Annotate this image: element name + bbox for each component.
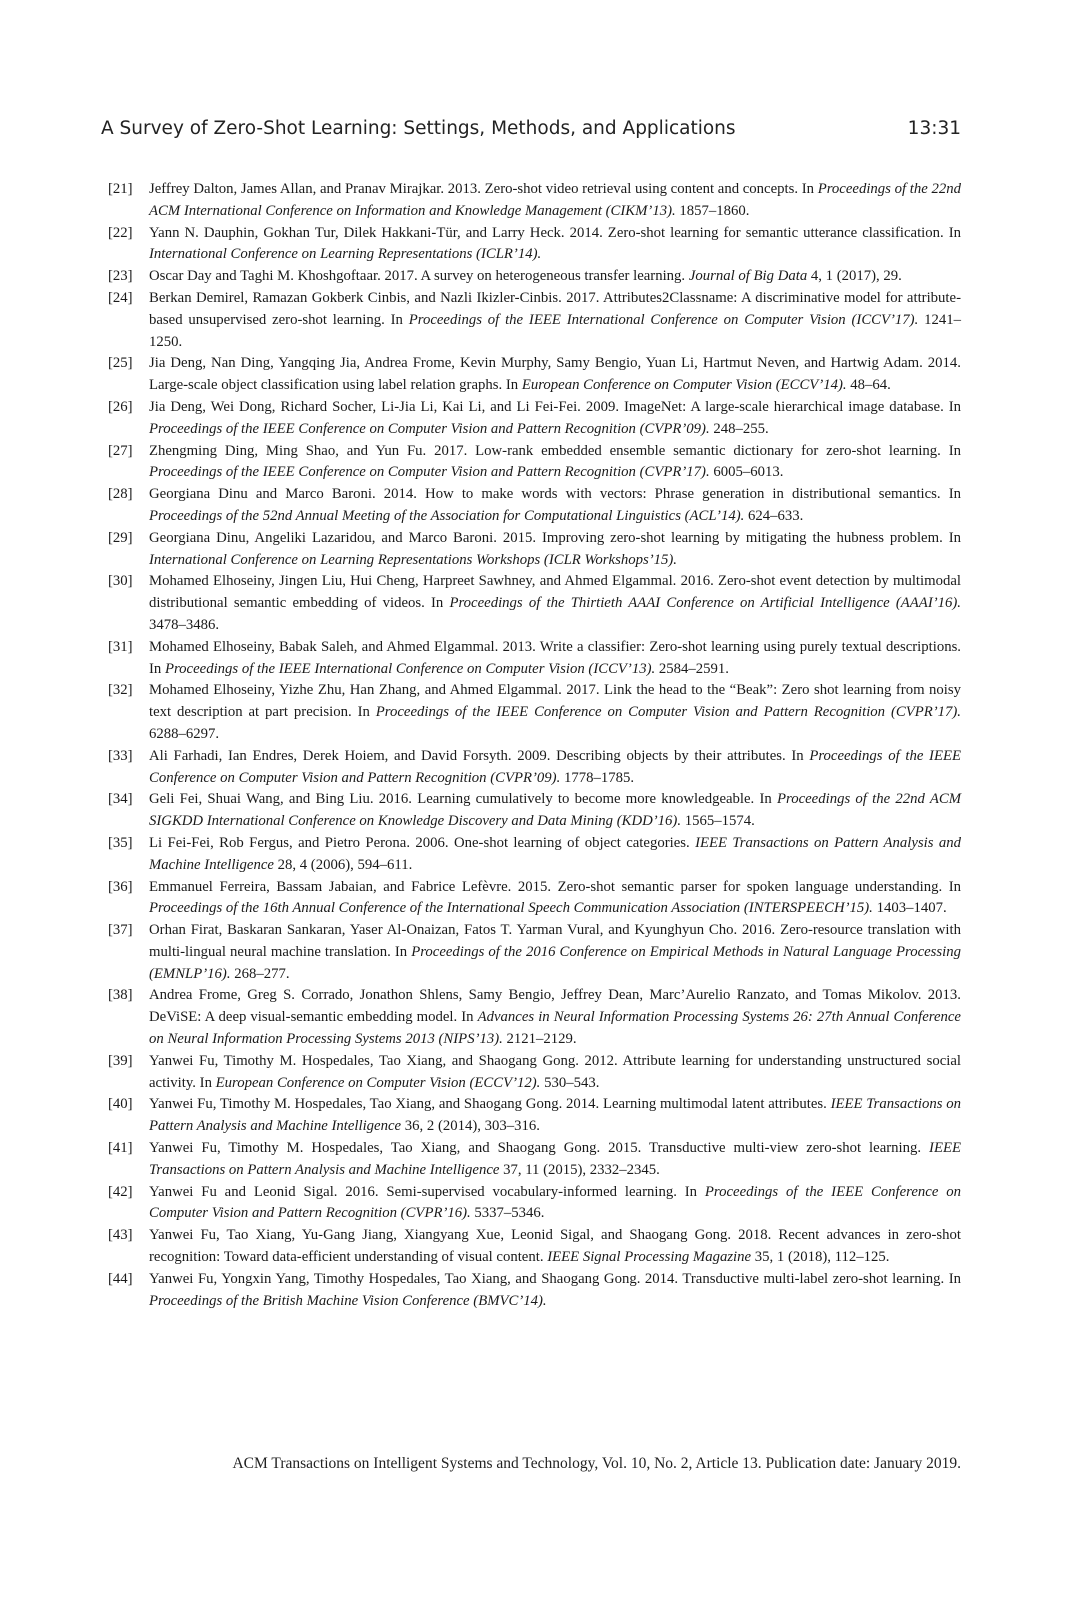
reference-text [149,288,961,353]
reference-segment: Mohamed Elhoseiny, Babak Saleh, and Ahmed Elgammal. 2013. Write a classifier: Zero-shot learning using purely textual descriptions. In [149,638,961,677]
reference-venue: International Conference on Learning Representations Workshops (ICLR Workshops’15). [149,551,677,568]
reference-segment: 1403–1407. [872,900,947,917]
reference-entry [108,680,961,745]
reference-segment: 28, 4 (2006), 594–611. [273,856,413,873]
reference-venue: Advances in Neural Information Processing Systems 26: 27th Annual Conference on Neural Information Processing Systems 2013 (NIPS’13). [149,1009,961,1048]
reference-number: [34] [108,791,133,808]
reference-venue: Proceedings of the Thirtieth AAAI Conference on Artificial Intelligence (AAAI’16). [449,595,961,612]
reference-number: [24] [108,289,133,306]
reference-segment: 1241–1250. [149,311,961,350]
reference-entry [108,833,961,877]
reference-segment: Jia Deng, Wei Dong, Richard Socher, Li-Jia Li, Kai Li, and Li Fei-Fei. 2009. ImageNet: A large-scale hierarchical image database. In [149,398,961,415]
reference-venue: Proceedings of the IEEE Conference on Computer Vision and Pattern Recognition (CVPR’09). [149,420,710,437]
reference-segment: 5337–5346. [470,1205,545,1222]
reference-segment: Jia Deng, Nan Ding, Yangqing Jia, Andrea Frome, Kevin Murphy, Samy Bengio, Yuan Li, Hartmut Neven, and Hartwig Adam. 2014. Large-scale object classification using label relation graphs. In [149,355,961,394]
reference-segment: Georgiana Dinu, Angeliki Lazaridou, and Marco Baroni. 2015. Improving zero-shot learning by mitigating the hubness problem. In [149,529,961,546]
reference-entry [108,1225,961,1269]
reference-entry [108,571,961,636]
reference-venue: Proceedings of the IEEE Conference on Computer Vision and Pattern Recognition (CVPR’16). [149,1183,961,1222]
reference-segment: 37, 11 (2015), 2332–2345. [499,1161,660,1178]
reference-segment: 35, 1 (2018), 112–125. [751,1249,890,1266]
reference-number: [38] [108,987,133,1004]
reference-text [149,397,961,441]
reference-entry [108,266,961,288]
reference-segment: 2584–2591. [655,660,729,677]
reference-segment: Yanwei Fu, Timothy M. Hospedales, Tao Xiang, and Shaogang Gong. 2012. Attribute learning for understanding unstructured social activity. In [149,1052,961,1091]
reference-number: [29] [108,529,133,546]
reference-segment: Yanwei Fu, Tao Xiang, Yu-Gang Jiang, Xiangyang Xue, Leonid Sigal, and Shaogang Gong. 2018. Recent advances in zero-shot recognition: Toward data-efficient understanding of visual content. [149,1227,961,1266]
reference-segment: Berkan Demirel, Ramazan Gokberk Cinbis, and Nazli Ikizler-Cinbis. 2017. Attributes2Classname: A discriminative model for attribute-based unsupervised zero-shot learning. In [149,289,961,328]
reference-segment: Yanwei Fu, Yongxin Yang, Timothy Hospedales, Tao Xiang, and Shaogang Gong. 2014. Transductive multi-label zero-shot learning. In [149,1270,961,1287]
reference-segment: 6005–6013. [709,464,784,481]
running-head [101,118,961,139]
reference-number: [43] [108,1227,133,1244]
reference-venue: Proceedings of the 52nd Annual Meeting of the Association for Computational Linguistics (ACL’14). [149,507,745,524]
reference-number: [28] [108,486,133,503]
reference-venue: Proceedings of the IEEE Conference on Computer Vision and Pattern Recognition (CVPR’17). [149,464,710,481]
reference-venue: Proceedings of the IEEE Conference on Computer Vision and Pattern Recognition (CVPR’17). [375,704,961,721]
reference-segment: Yanwei Fu, Timothy M. Hospedales, Tao Xiang, and Shaogang Gong. 2014. Learning multimodal latent attributes. [149,1096,831,1113]
reference-entry [108,1182,961,1226]
reference-text [149,223,961,267]
reference-segment: Yanwei Fu, Timothy M. Hospedales, Tao Xiang, and Shaogang Gong. 2015. Transductive multi-view zero-shot learning. [149,1140,930,1157]
reference-segment: 530–543. [540,1074,600,1091]
reference-segment: Geli Fei, Shuai Wang, and Bing Liu. 2016. Learning cumulatively to become more knowledgeable. In [149,791,778,808]
reference-text [149,985,961,1050]
reference-text [149,1225,961,1269]
reference-venue: Proceedings of the 22nd ACM SIGKDD International Conference on Knowledge Discovery and Data Mining (KDD’16). [149,791,961,830]
reference-segment: Oscar Day and Taghi M. Khoshgoftaar. 2017. A survey on heterogeneous transfer learning. [149,268,689,285]
reference-number: [25] [108,355,133,372]
reference-entry [108,441,961,485]
reference-venue: Proceedings of the 16th Annual Conference of the International Speech Communication Association (INTERSPEECH’15). [149,900,873,917]
reference-entry [108,637,961,681]
reference-number: [21] [108,181,133,197]
reference-segment: 1778–1785. [560,769,635,786]
reference-venue: European Conference on Computer Vision (ECCV’12). [215,1074,541,1091]
reference-segment: Yann N. Dauphin, Gokhan Tur, Dilek Hakkani-Tür, and Larry Heck. 2014. Zero-shot learning for semantic utterance classification. In [149,224,961,241]
reference-text [149,353,961,397]
reference-number: [41] [108,1140,133,1157]
reference-number: [36] [108,878,133,895]
reference-segment: Zhengming Ding, Ming Shao, and Yun Fu. 2017. Low-rank embedded ensemble semantic dictionary for zero-shot learning. In [149,442,961,459]
reference-venue: IEEE Transactions on Pattern Analysis and Machine Intelligence [149,1096,961,1135]
reference-segment: 36, 2 (2014), 303–316. [401,1118,540,1135]
reference-text [149,1094,961,1138]
paper-title: A Survey of Zero-Shot Learning: Settings, Methods, and Applications [101,118,736,139]
journal-footer: ACM Transactions on Intelligent Systems and Technology, Vol. 10, No. 2, Article 13. Publication date: January 2019. [232,1455,961,1472]
reference-venue: Journal of Big Data [688,268,808,285]
reference-segment: 624–633. [744,507,804,524]
reference-venue: Proceedings of the IEEE International Conference on Computer Vision (ICCV’17). [408,311,919,328]
reference-entry [108,789,961,833]
reference-text [149,877,961,921]
page-number: 13:31 [907,118,961,139]
reference-entry [108,877,961,921]
reference-text [149,1269,961,1313]
reference-segment: Jeffrey Dalton, James Allan, and Pranav Mirajkar. 2013. Zero-shot video retrieval using content and concepts. In [149,181,818,197]
reference-entry [108,1094,961,1138]
reference-entry [108,1051,961,1095]
reference-number: [32] [108,682,133,699]
reference-text [149,1182,961,1226]
reference-segment: Andrea Frome, Greg S. Corrado, Jonathon Shlens, Samy Bengio, Jeffrey Dean, Marc’Aurelio Ranzato, and Tomas Mikolov. 2013. DeViSE: A deep visual-semantic embedding model. In [149,987,961,1026]
reference-text [149,637,961,681]
reference-segment: Emmanuel Ferreira, Bassam Jabaian, and Fabrice Lefèvre. 2015. Zero-shot semantic parser for spoken language understanding. In [149,878,961,895]
reference-segment: Mohamed Elhoseiny, Jingen Liu, Hui Cheng, Harpreet Sawhney, and Ahmed Elgammal. 2016. Zero-shot event detection by multimodal distributional semantic embedding of videos. In [149,573,961,612]
reference-number: [30] [108,573,133,590]
reference-segment: Mohamed Elhoseiny, Yizhe Zhu, Han Zhang, and Ahmed Elgammal. 2017. Link the head to the “Beak”: Zero shot learning from noisy text description at part precision. In [149,682,961,721]
reference-text [149,179,961,223]
reference-venue: Proceedings of the British Machine Vision Conference (BMVC’14). [149,1292,547,1309]
reference-segment: 1857–1860. [675,202,750,219]
reference-text [149,571,961,636]
reference-segment: 268–277. [230,965,290,982]
reference-segment: 2121–2129. [502,1031,577,1048]
reference-number: [33] [108,747,133,764]
reference-text [149,441,961,485]
reference-text [149,789,961,833]
reference-segment: Georgiana Dinu and Marco Baroni. 2014. How to make words with vectors: Phrase generation in distributional semantics. In [149,486,961,503]
reference-number: [22] [108,224,133,241]
reference-segment: 248–255. [709,420,769,437]
reference-venue: Proceedings of the 22nd ACM International Conference on Information and Knowledge Management (CIKM’13). [149,181,961,219]
reference-entry [108,179,961,223]
reference-entry [108,746,961,790]
reference-segment: 1565–1574. [681,813,755,830]
reference-entry [108,223,961,267]
reference-number: [40] [108,1096,133,1113]
reference-entry [108,288,961,353]
reference-number: [26] [108,398,133,415]
reference-entry [108,985,961,1050]
reference-venue: Proceedings of the IEEE Conference on Computer Vision and Pattern Recognition (CVPR’09). [149,747,961,786]
reference-venue: Proceedings of the IEEE International Conference on Computer Vision (ICCV’13). [164,660,656,677]
reference-segment: 6288–6297. [149,725,220,742]
reference-text [149,1138,961,1182]
reference-entry [108,1138,961,1182]
reference-entry [108,920,961,985]
reference-segment: Orhan Firat, Baskaran Sankaran, Yaser Al-Onaizan, Fatos T. Yarman Vural, and Kyunghyun Cho. 2016. Zero-resource translation with multi-lingual neural machine translation. In [149,922,961,960]
reference-number: [23] [108,268,133,285]
reference-entry [108,353,961,397]
reference-text [149,484,961,528]
reference-venue: IEEE Transactions on Pattern Analysis and Machine Intelligence [149,834,961,873]
reference-venue: European Conference on Computer Vision (ECCV’14). [521,377,847,394]
reference-segment: 48–64. [846,377,891,394]
reference-venue: IEEE Transactions on Pattern Analysis and Machine Intelligence [149,1140,961,1178]
reference-number: [39] [108,1052,133,1069]
reference-number: [35] [108,834,133,851]
reference-segment: 4, 1 (2017), 29. [807,268,902,285]
reference-number: [44] [108,1270,133,1287]
reference-entry [108,1269,961,1313]
reference-number: [27] [108,442,133,459]
reference-number: [42] [108,1183,133,1200]
reference-text [149,680,961,745]
reference-entry [108,397,961,441]
reference-segment: Li Fei-Fei, Rob Fergus, and Pietro Perona. 2006. One-shot learning of object categories. [149,834,696,851]
reference-entry [108,528,961,572]
reference-text [149,266,961,288]
reference-venue: International Conference on Learning Representations (ICLR’14). [149,246,542,263]
reference-venue: Proceedings of the 2016 Conference on Empirical Methods in Natural Language Processing (EMNLP’16). [149,943,961,982]
reference-text [149,1051,961,1095]
reference-segment: 3478–3486. [149,616,220,633]
reference-entry [108,484,961,528]
reference-list [108,179,961,1312]
reference-number: [31] [108,638,133,655]
reference-venue: IEEE Signal Processing Magazine [547,1249,752,1266]
reference-segment: Ali Farhadi, Ian Endres, Derek Hoiem, and David Forsyth. 2009. Describing objects by their attributes. In [149,747,810,764]
reference-text [149,746,961,790]
reference-text [149,528,961,572]
reference-text [149,833,961,877]
reference-number: [37] [108,922,133,939]
reference-segment: Yanwei Fu and Leonid Sigal. 2016. Semi-supervised vocabulary-informed learning. In [149,1183,705,1200]
reference-text [149,920,961,985]
